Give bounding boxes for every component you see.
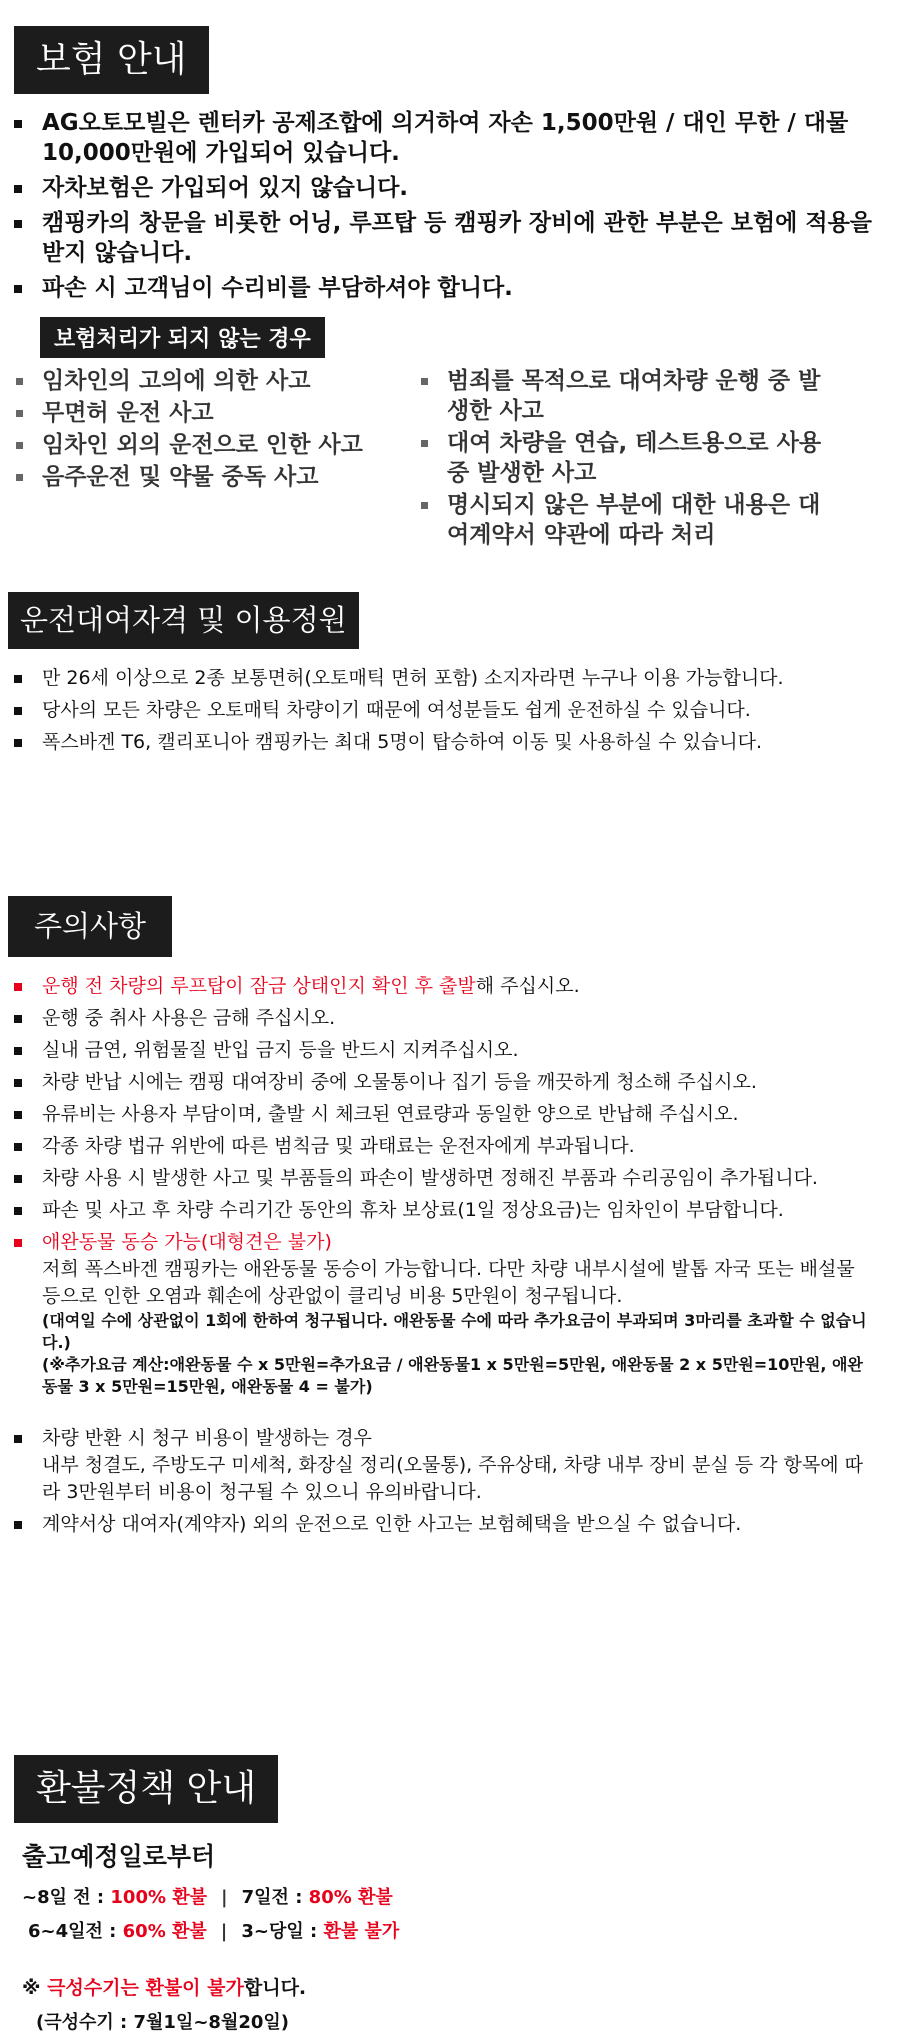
- list-item: 각종 차량 법규 위반에 따른 범칙금 및 과태료는 운전자에게 부과됩니다.: [0, 1133, 867, 1160]
- refund-label: 3~당일 :: [241, 1921, 324, 1942]
- pet-note-2: (※추가요금 계산:애완동물 수 x 5만원=추가요금 / 애완동물1 x 5만원=5만원, 애완동물 2 x 5만원=10만원, 애완동물 3 x 5만원=15만원, 애완동물 4 = 불가): [42, 1355, 863, 1396]
- exclusion-list-left: [0, 366, 405, 492]
- exclusion-title: 보험처리가 되지 않는 경우: [40, 317, 325, 358]
- list-item: 명시되지 않은 부분에 대한 내용은 대여계약서 약관에 따라 처리: [405, 490, 825, 550]
- pet-description: 저희 폭스바겐 캠핑카는 애완동물 동승이 가능합니다. 다만 차량 내부시설에 발톱 자국 또는 배설물 등으로 인한 오염과 훼손에 상관없이 클리닝 비용 5만원이 청구됩니다.: [42, 1258, 855, 1307]
- separator: |: [221, 1887, 228, 1908]
- refund-label: 7일전 :: [241, 1887, 309, 1908]
- list-item: 캠핑카의 창문을 비롯한 어닝, 루프탑 등 캠핑카 장비에 관한 부분은 보험에 적용을 받지 않습니다.: [0, 208, 882, 268]
- return-fee-desc: 내부 청결도, 주방도구 미세척, 화장실 정리(오물통), 주유상태, 차량 내부 장비 분실 등 각 항목에 따라 3만원부터 비용이 청구될 수 있으니 유의바랍니다.: [42, 1454, 863, 1503]
- warning-mark: ※: [22, 1977, 48, 1999]
- qualification-list: [0, 665, 902, 756]
- refund-title: 환불정책 안내: [14, 1755, 278, 1823]
- refund-section: [0, 1755, 902, 2034]
- list-item: 운행 중 취사 사용은 금해 주십시오.: [0, 1005, 867, 1032]
- refund-value: 80% 환불: [308, 1887, 393, 1908]
- return-fee-title: 차량 반환 시 청구 비용이 발생하는 경우: [42, 1427, 372, 1449]
- list-item-priority: [0, 973, 867, 1000]
- refund-value: 환불 불가: [323, 1921, 400, 1942]
- exclusion-list-right: [405, 366, 845, 550]
- refund-label: 6~4일전 :: [28, 1921, 123, 1942]
- refund-value: 100% 환불: [110, 1887, 208, 1908]
- list-item: 임차인 외의 운전으로 인한 사고: [0, 430, 385, 460]
- list-item: 계약서상 대여자(계약자) 외의 운전으로 인한 사고는 보험혜택을 받으실 수 없습니다.: [0, 1511, 867, 1538]
- list-item: 폭스바겐 T6, 캘리포니아 캠핑카는 최대 5명이 탑승하여 이동 및 사용하실 수 있습니다.: [0, 729, 867, 756]
- list-item: 실내 금연, 위험물질 반입 금지 등을 반드시 지켜주십시오.: [0, 1037, 867, 1064]
- refund-row-1: [22, 1881, 902, 1915]
- peak-season-warning: [22, 1973, 902, 2000]
- pet-note-1: (대여일 수에 상관없이 1회에 한하여 청구됩니다. 애완동물 수에 따라 추가요금이 부과되며 3마리를 초과할 수 없습니다.): [42, 1311, 867, 1352]
- refund-row-2: [22, 1915, 902, 1949]
- refund-from-label: 출고예정일로부터: [22, 1842, 216, 1871]
- list-item: AG오토모빌은 렌터카 공제조합에 의거하여 자손 1,500만원 / 대인 무한 / 대물 10,000만원에 가입되어 있습니다.: [0, 108, 882, 168]
- separator: |: [220, 1921, 228, 1942]
- list-item: 차량 반납 시에는 캠핑 대여장비 중에 오물통이나 집기 등을 깨끗하게 청소해 주십시오.: [0, 1069, 867, 1096]
- qualification-title: 운전대여자격 및 이용정원: [8, 592, 359, 649]
- pet-title: 애완동물 동승 가능(대형견은 불가): [42, 1231, 332, 1253]
- list-item: 범죄를 목적으로 대여차량 운행 중 발생한 사고: [405, 366, 825, 426]
- refund-label: ~8일 전 :: [22, 1887, 111, 1908]
- qualification-section: [0, 592, 902, 761]
- list-item: 무면허 운전 사고: [0, 398, 385, 428]
- return-fee-item: [0, 1425, 867, 1506]
- list-item: 파손 및 사고 후 차량 수리기간 동안의 휴차 보상료(1일 정상요금)는 임차인이 부담합니다.: [0, 1197, 867, 1224]
- insurance-title: 보험 안내: [14, 26, 209, 94]
- cautions-list-2: [0, 1425, 902, 1538]
- list-item: 자차보험은 가입되어 있지 않습니다.: [0, 173, 882, 203]
- list-item: 유류비는 사용자 부담이며, 출발 시 체크된 연료량과 동일한 양으로 반납해 주십시오.: [0, 1101, 867, 1128]
- list-item: 음주운전 및 약물 중독 사고: [0, 462, 385, 492]
- pet-item: [0, 1229, 867, 1398]
- list-item: 차량 사용 시 발생한 사고 및 부품들의 파손이 발생하면 정해진 부품과 수리공임이 추가됩니다.: [0, 1165, 867, 1192]
- peak-season-dates: (극성수기 : 7월1일~8월20일): [36, 2012, 289, 2033]
- cautions-list: [0, 973, 902, 1398]
- list-item: 당사의 모든 차량은 오토매틱 차량이기 때문에 여성분들도 쉽게 운전하실 수 있습니다.: [0, 697, 867, 724]
- list-item: 임차인의 고의에 의한 사고: [0, 366, 385, 396]
- list-item: 파손 시 고객님이 수리비를 부담하셔야 합니다.: [0, 273, 882, 303]
- peak-warning-rest: 합니다.: [243, 1977, 307, 1999]
- refund-value: 60% 환불: [122, 1921, 207, 1942]
- cautions-title: 주의사항: [8, 896, 172, 957]
- list-item: 만 26세 이상으로 2종 보통면허(오토매틱 면허 포함) 소지자라면 누구나 이용 가능합니다.: [0, 665, 867, 692]
- insurance-list: [0, 108, 902, 303]
- cautions-section: [0, 896, 902, 1543]
- roof-warning-rest: 해 주십시오.: [475, 975, 580, 997]
- exclusion-columns: [0, 366, 902, 552]
- list-item: 대여 차량을 연습, 테스트용으로 사용 중 발생한 사고: [405, 428, 825, 488]
- roof-warning-text: 운행 전 차량의 루프탑이 잠금 상태인지 확인 후 출발: [42, 975, 476, 997]
- insurance-section: [0, 26, 902, 552]
- peak-warning-red: 극성수기는 환불이 불가: [47, 1977, 244, 1999]
